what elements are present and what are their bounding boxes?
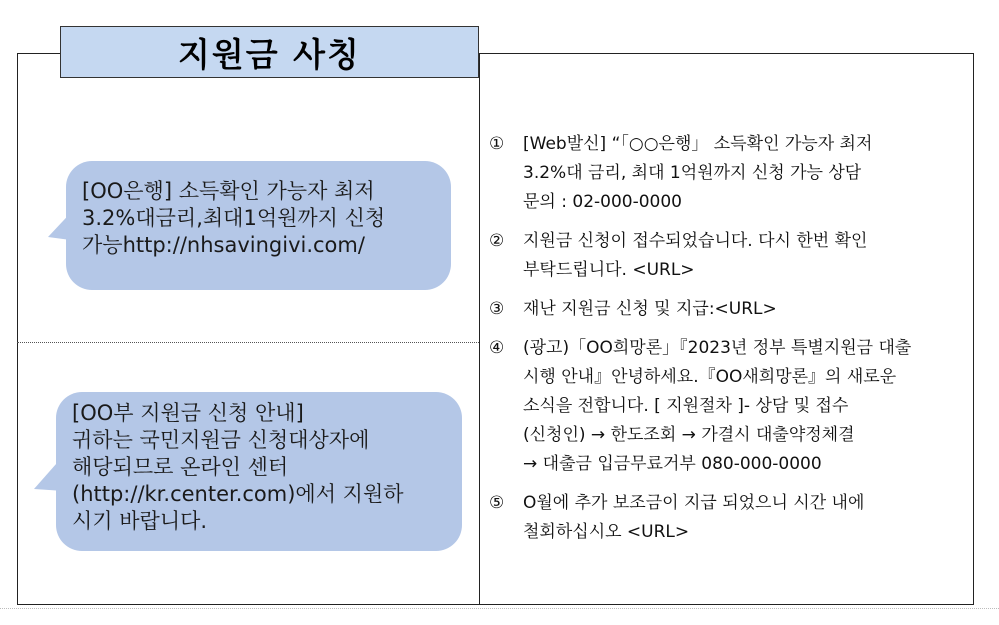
item-number: ⑤ [489,493,505,513]
sms-line: 시기 바랍니다. [72,509,208,533]
example-list [485,130,967,557]
item-line: → 대출금 입금무료거부 080-000-0000 [523,454,822,474]
row-divider [17,342,479,343]
sms-line: 가능http://nhsavingivi.com/ [82,233,365,257]
sms-bubble-2 [56,392,462,551]
sms-line: [OO은행] 소득확인 가능자 최저 [82,179,375,203]
title-box [60,26,479,78]
item-line: (신청인) → 한도조회 → 가결시 대출약정체결 [523,425,855,445]
list-item [485,227,967,285]
list-item [485,489,967,547]
column-divider [479,53,480,605]
item-number: ① [489,134,505,154]
sms-line: 귀하는 국민지원금 신청대상자에 [72,428,370,452]
item-line: 시행 안내』안녕하세요.『OO새희망론』의 새로운 [523,367,897,387]
item-number: ② [489,231,505,251]
item-number: ③ [489,299,505,319]
item-line: (광고)「OO희망론」『2023년 정부 특별지원금 대출 [523,338,912,358]
item-line: 문의 : 02-000-0000 [523,192,682,212]
item-line: [Web발신] “「○○은행」 소득확인 가능자 최저 [523,134,873,154]
list-item [485,130,967,217]
item-line: 철회하십시오 <URL> [523,522,690,542]
sms-bubble-1 [66,161,451,290]
sms-line: [OO부 지원금 신청 안내] [72,401,304,425]
item-line: O월에 추가 보조금이 지급 되었으니 시간 내에 [523,493,865,513]
item-line: 소식을 전합니다. [ 지원절차 ]- 상담 및 접수 [523,396,849,416]
item-line: 부탁드립니다. <URL> [523,260,695,280]
list-item [485,334,967,479]
page-title: 지원금 사칭 [178,34,361,74]
list-item [485,295,967,324]
sms-line: 3.2%대금리,최대1억원까지 신청 [82,206,386,230]
item-line: 3.2%대 금리, 최대 1억원까지 신청 가능 상담 [523,163,862,183]
item-line: 지원금 신청이 접수되었습니다. 다시 한번 확인 [523,231,868,251]
page-edge-line [0,608,999,609]
sms-line: (http://kr.center.com)에서 지원하 [72,482,404,506]
item-line: 재난 지원금 신청 및 지급:<URL> [523,299,777,319]
item-number: ④ [489,338,505,358]
sms-line: 해당되므로 온라인 센터 [72,455,289,479]
